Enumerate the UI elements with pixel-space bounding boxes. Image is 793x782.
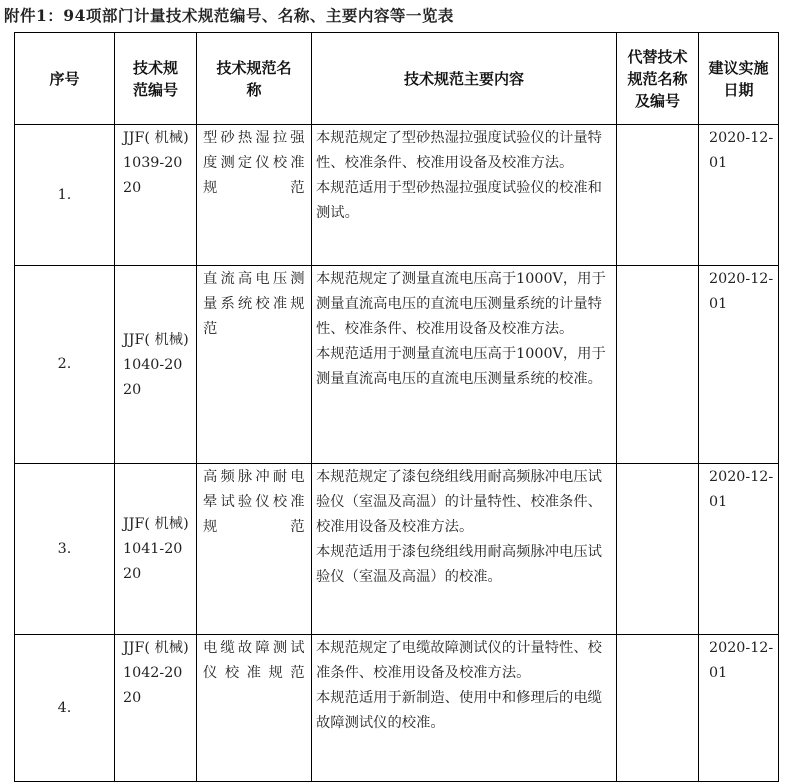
table-header-row	[15, 33, 779, 125]
header-content: 技术规范主要内容	[312, 33, 617, 125]
row-replace	[617, 125, 699, 266]
row-code: JJF( 机械) 1041-2020	[115, 464, 197, 635]
header-code: 技术规范编号	[115, 33, 197, 125]
row-content	[312, 635, 617, 782]
header-replace: 代替技术规范名称及编号	[617, 33, 699, 125]
row-date: 2020-12-01	[699, 125, 779, 266]
table-row	[15, 266, 779, 464]
row-seq: 3.	[15, 464, 115, 635]
table-row	[15, 635, 779, 782]
row-content-applicability: 本规范适用于型砂热湿拉强度试验仪的校准和测试。	[316, 180, 602, 221]
row-seq: 4.	[15, 635, 115, 782]
row-seq: 1.	[15, 125, 115, 266]
row-content-applicability: 本规范适用于新制造、使用中和修理后的电缆故障测试仪的校准。	[316, 690, 602, 731]
row-name: 型砂热湿拉强度测定仪校准规范	[197, 125, 312, 266]
row-content	[312, 125, 617, 266]
row-content-scope: 本规范规定了测量直流电压高于1000V，用于测量直流高电压的直流电压测量系统的计量特性、校准条件、校准用设备及校准方法。	[316, 271, 606, 337]
row-code: JJF( 机械) 1040-2020	[115, 266, 197, 464]
header-seq: 序号	[15, 33, 115, 125]
standards-table	[14, 32, 779, 782]
row-name: 高频脉冲耐电晕试验仪校准规范	[197, 464, 312, 635]
row-content-applicability: 本规范适用于测量直流电压高于1000V，用于测量直流高电压的直流电压测量系统的校准。	[316, 346, 606, 387]
header-date: 建议实施日期	[699, 33, 779, 125]
row-name: 电缆故障测试仪校准规范	[197, 635, 312, 782]
row-name: 直流高电压测量系统校准规范	[197, 266, 312, 464]
row-code: JJF( 机械) 1039-2020	[115, 125, 197, 266]
table-row	[15, 464, 779, 635]
row-date: 2020-12-01	[699, 464, 779, 635]
header-name: 技术规范名称	[197, 33, 312, 125]
row-seq: 2.	[15, 266, 115, 464]
document-title: 附件1：94项部门计量技术规范编号、名称、主要内容等一览表	[4, 6, 454, 25]
row-replace	[617, 635, 699, 782]
row-replace	[617, 464, 699, 635]
row-replace	[617, 266, 699, 464]
row-date: 2020-12-01	[699, 635, 779, 782]
row-content-scope: 本规范规定了电缆故障测试仪的计量特性、校准条件、校准用设备及校准方法。	[316, 640, 602, 681]
row-code: JJF( 机械) 1042-2020	[115, 635, 197, 782]
row-content	[312, 464, 617, 635]
row-content-applicability: 本规范适用于漆包绕组线用耐高频脉冲电压试验仪（室温及高温）的校准。	[316, 544, 602, 585]
row-content-scope: 本规范规定了漆包绕组线用耐高频脉冲电压试验仪（室温及高温）的计量特性、校准条件、校准用设备及校准方法。	[316, 469, 602, 535]
table-row	[15, 125, 779, 266]
row-content	[312, 266, 617, 464]
row-content-scope: 本规范规定了型砂热湿拉强度试验仪的计量特性、校准条件、校准用设备及校准方法。	[316, 130, 602, 171]
row-date: 2020-12-01	[699, 266, 779, 464]
